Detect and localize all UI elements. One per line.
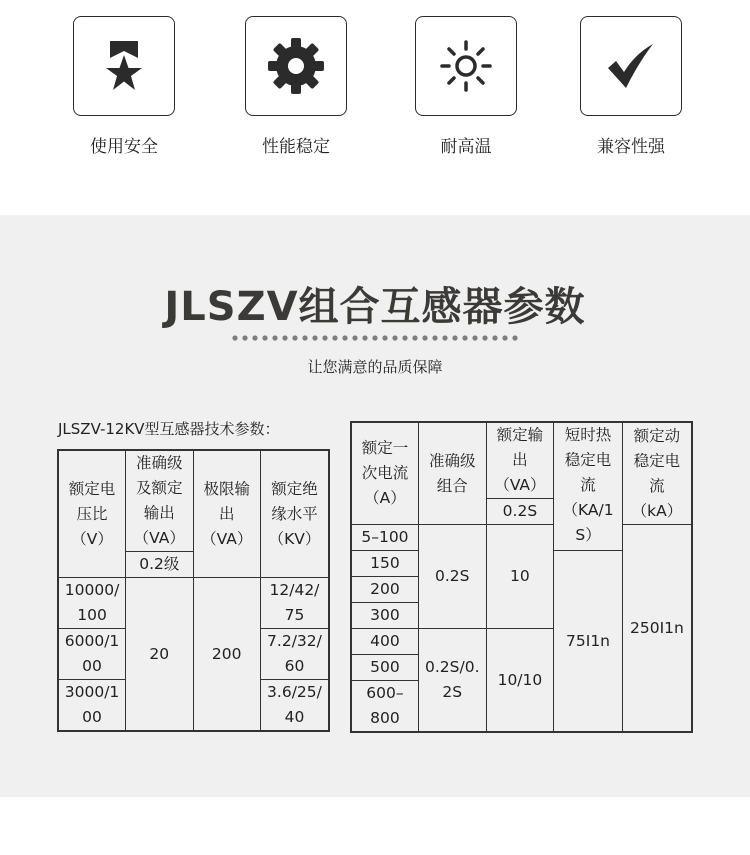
divider-dot bbox=[462, 335, 467, 340]
divider-dot bbox=[382, 335, 387, 340]
divider-dot bbox=[232, 335, 237, 340]
cell-accuracy-group: 0.2S bbox=[418, 525, 486, 629]
divider-dot bbox=[272, 335, 277, 340]
header-accuracy-class: 0.2级 bbox=[126, 552, 193, 578]
current-spec-table bbox=[350, 421, 693, 733]
dotted-divider bbox=[230, 333, 520, 343]
divider-dot bbox=[352, 335, 357, 340]
divider-dot bbox=[402, 335, 407, 340]
divider-dot bbox=[502, 335, 507, 340]
cell-accuracy-output: 20 bbox=[126, 578, 193, 732]
divider-dot bbox=[442, 335, 447, 340]
divider-dot bbox=[412, 335, 417, 340]
cell-current: 300 bbox=[351, 603, 418, 629]
divider-dot bbox=[302, 335, 307, 340]
divider-dot bbox=[512, 335, 517, 340]
cell-insulation: 12/42/ 75 bbox=[260, 578, 329, 629]
feature-stable-label: 性能稳定 bbox=[262, 137, 330, 157]
divider-dot bbox=[452, 335, 457, 340]
feature-heat bbox=[414, 16, 518, 157]
header-accuracy-combination: 准确级 组合 bbox=[418, 422, 486, 525]
divider-dot bbox=[292, 335, 297, 340]
cell-ratio: 10000/ 100 bbox=[58, 578, 126, 629]
cell-current: 500 bbox=[351, 655, 418, 681]
divider-dot bbox=[392, 335, 397, 340]
cell-dynamic-current: 250I1n bbox=[622, 525, 692, 733]
checkmark-icon bbox=[605, 42, 657, 90]
feature-safety bbox=[72, 16, 176, 157]
divider-dot bbox=[242, 335, 247, 340]
header-accuracy-output: 准确级 及额定 输出 （VA） bbox=[126, 450, 193, 552]
header-dynamic-current: 额定动 稳定电 流 （kA） bbox=[622, 422, 692, 525]
cell-insulation: 3.6/25/ 40 bbox=[260, 680, 329, 732]
divider-dot bbox=[262, 335, 267, 340]
divider-dot bbox=[332, 335, 337, 340]
cell-current: 200 bbox=[351, 577, 418, 603]
divider-dot bbox=[252, 335, 257, 340]
header-rated-output: 额定输 出 （VA） bbox=[486, 422, 554, 499]
panel-subtitle: 让您满意的品质保障 bbox=[307, 358, 443, 376]
feature-heat-label: 耐高温 bbox=[440, 137, 492, 157]
divider-dot bbox=[432, 335, 437, 340]
parameter-panel bbox=[0, 215, 750, 797]
star-bookmark-icon bbox=[101, 38, 147, 94]
divider-dot bbox=[492, 335, 497, 340]
feature-safety-box bbox=[73, 16, 175, 116]
feature-stable bbox=[244, 16, 348, 157]
header-thermal-current: 短时热 稳定电 流 （KA/1 S） bbox=[554, 422, 623, 551]
voltage-spec-table bbox=[57, 449, 330, 732]
cell-thermal-current: 75I1n bbox=[554, 551, 623, 733]
header-rated-voltage-ratio: 额定电 压比 （V） bbox=[58, 450, 126, 578]
divider-dot bbox=[342, 335, 347, 340]
cell-current: 400 bbox=[351, 629, 418, 655]
cell-current: 600– 800 bbox=[351, 681, 418, 733]
divider-dot bbox=[472, 335, 477, 340]
feature-compatible-box bbox=[580, 16, 682, 116]
header-output-class: 0.2S bbox=[486, 499, 554, 525]
table-caption: JLSZV-12KV型互感器技术参数： bbox=[58, 420, 280, 438]
cell-current: 150 bbox=[351, 551, 418, 577]
feature-heat-box bbox=[415, 16, 517, 116]
header-insulation-level: 额定绝 缘水平 （KV） bbox=[260, 450, 329, 578]
divider-dot bbox=[482, 335, 487, 340]
divider-dot bbox=[322, 335, 327, 340]
cell-current: 5–100 bbox=[351, 525, 418, 551]
sun-icon bbox=[439, 39, 493, 93]
divider-dot bbox=[312, 335, 317, 340]
divider-dot bbox=[422, 335, 427, 340]
feature-compatible bbox=[579, 16, 683, 157]
cell-ratio: 6000/1 00 bbox=[58, 629, 126, 680]
gear-icon bbox=[266, 36, 326, 96]
divider-dot bbox=[372, 335, 377, 340]
panel-title: JLSZV组合互感器参数 bbox=[164, 284, 586, 330]
cell-ratio: 3000/1 00 bbox=[58, 680, 126, 732]
features-row bbox=[0, 0, 750, 215]
cell-output-group: 10 bbox=[486, 525, 554, 629]
cell-limit-output: 200 bbox=[193, 578, 260, 732]
cell-insulation: 7.2/32/ 60 bbox=[260, 629, 329, 680]
cell-output-group: 10/10 bbox=[486, 629, 554, 733]
header-limit-output: 极限输 出 （VA） bbox=[193, 450, 260, 578]
divider-dot bbox=[362, 335, 367, 340]
feature-compatible-label: 兼容性强 bbox=[597, 137, 665, 157]
header-rated-primary-current: 额定一 次电流 （A） bbox=[351, 422, 418, 525]
divider-dot bbox=[282, 335, 287, 340]
feature-safety-label: 使用安全 bbox=[90, 137, 158, 157]
feature-stable-box bbox=[245, 16, 347, 116]
cell-accuracy-group: 0.2S/0. 2S bbox=[418, 629, 486, 733]
